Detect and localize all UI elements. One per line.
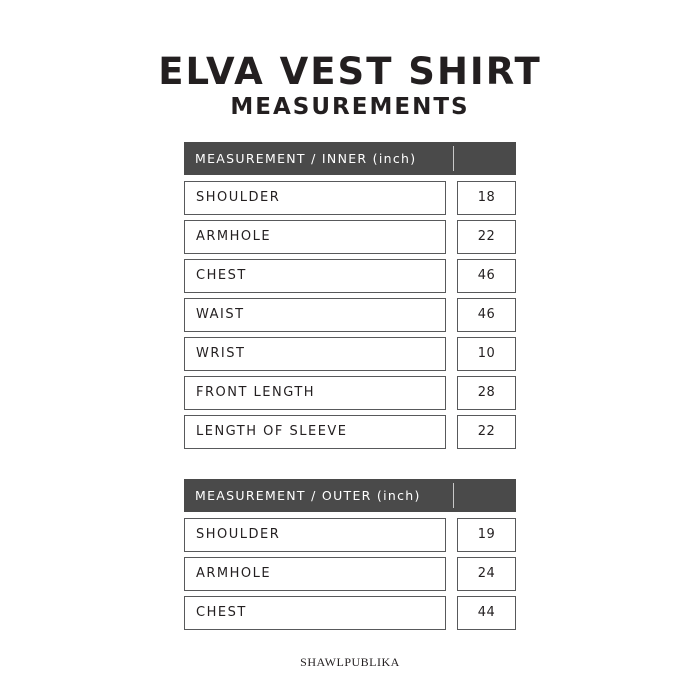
measurement-value: 22 bbox=[457, 220, 516, 254]
measurement-name: WRIST bbox=[184, 337, 446, 371]
table-row bbox=[184, 557, 516, 591]
measurement-name: ARMHOLE bbox=[184, 557, 446, 591]
measurement-value: 10 bbox=[457, 337, 516, 371]
table-row bbox=[184, 220, 516, 254]
measurement-value: 28 bbox=[457, 376, 516, 410]
measurement-value: 46 bbox=[457, 259, 516, 293]
header-divider bbox=[453, 483, 454, 508]
page-subtitle: MEASUREMENTS bbox=[230, 94, 470, 120]
measurement-name: ARMHOLE bbox=[184, 220, 446, 254]
measurement-name: SHOULDER bbox=[184, 181, 446, 215]
measurement-value: 24 bbox=[457, 557, 516, 591]
measurement-value: 44 bbox=[457, 596, 516, 630]
table-row bbox=[184, 376, 516, 410]
table-row bbox=[184, 259, 516, 293]
measurement-name: SHOULDER bbox=[184, 518, 446, 552]
measurement-name: CHEST bbox=[184, 596, 446, 630]
table-row bbox=[184, 298, 516, 332]
measurement-value: 46 bbox=[457, 298, 516, 332]
table-row bbox=[184, 415, 516, 449]
inner-table-header bbox=[184, 142, 516, 175]
outer-header-label: MEASUREMENT / OUTER (inch) bbox=[195, 488, 421, 503]
measurement-name: CHEST bbox=[184, 259, 446, 293]
measurement-name: LENGTH OF SLEEVE bbox=[184, 415, 446, 449]
measurement-name: WAIST bbox=[184, 298, 446, 332]
header-divider bbox=[453, 146, 454, 171]
measurement-name: FRONT LENGTH bbox=[184, 376, 446, 410]
table-row bbox=[184, 596, 516, 630]
inner-header-label: MEASUREMENT / INNER (inch) bbox=[195, 151, 417, 166]
page-title: ELVA VEST SHIRT bbox=[158, 50, 542, 93]
inner-measurements-table bbox=[184, 142, 516, 449]
measurement-value: 19 bbox=[457, 518, 516, 552]
outer-measurements-table bbox=[184, 479, 516, 630]
brand-logo: SHAWLPUBLIKA bbox=[300, 655, 400, 669]
outer-table-header bbox=[184, 479, 516, 512]
table-row bbox=[184, 518, 516, 552]
measurement-value: 22 bbox=[457, 415, 516, 449]
table-row bbox=[184, 181, 516, 215]
table-row bbox=[184, 337, 516, 371]
measurement-value: 18 bbox=[457, 181, 516, 215]
